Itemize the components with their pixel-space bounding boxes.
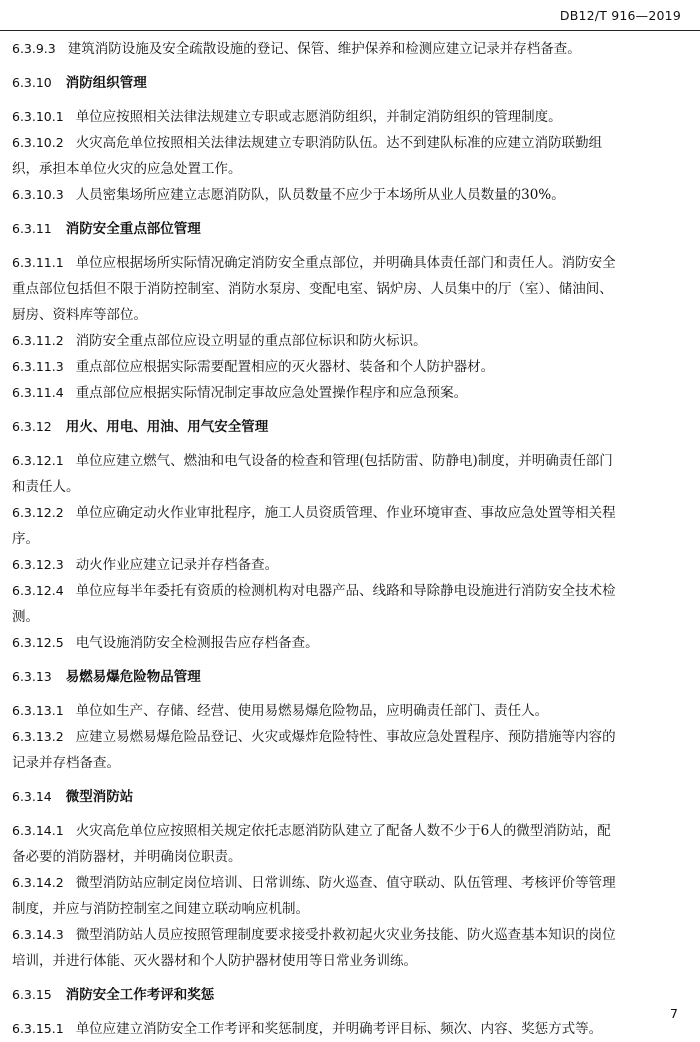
paragraph-gap xyxy=(12,776,688,784)
standard-code: DB12/T 916—2019 xyxy=(559,8,681,23)
clause-number: 6.3.14 xyxy=(12,789,52,804)
section-heading xyxy=(12,414,688,440)
header-rule xyxy=(0,30,700,31)
clause-number: 6.3.12 xyxy=(12,419,52,434)
clause-text: 单位应每半年委托有资质的检测机构对电器产品、线路和导除静电设施进行消防安全技术检 xyxy=(75,583,616,599)
clause-number: 6.3.11.3 xyxy=(12,359,64,374)
clause-text: 备必要的消防器材，并明确岗位职责。 xyxy=(12,849,242,865)
clause-line xyxy=(12,250,688,276)
paragraph-gap xyxy=(12,1008,688,1016)
clause-line xyxy=(12,818,688,844)
clause-line xyxy=(12,328,688,354)
clause-number: 6.3.12.5 xyxy=(12,635,64,650)
paragraph-gap xyxy=(12,974,688,982)
clause-text: 织，承担本单位火灾的应急处置工作。 xyxy=(12,161,242,177)
clause-text: 测。 xyxy=(12,609,39,625)
clause-text: 单位应根据场所实际情况确定消防安全重点部位，并明确具体责任部门和责任人。消防安全 xyxy=(75,255,616,271)
clause-text: 单位应建立燃气、燃油和电气设备的检查和管理(包括防雷、防静电)制度，并明确责任部门 xyxy=(75,453,613,469)
clause-text: 应建立易燃易爆危险品登记、火灾或爆炸危险特性、事故应急处置程序、预防措施等内容的 xyxy=(75,729,616,745)
clause-text: 微型消防站应制定岗位培训、日常训练、防火巡查、值守联动、队伍管理、考核评价等管理 xyxy=(75,875,616,891)
clause-text: 培训，并进行体能、灭火器材和个人防护器材使用等日常业务训练。 xyxy=(12,953,417,969)
clause-text: 序。 xyxy=(12,531,39,547)
clause-text: 微型消防站人员应按照管理制度要求接受扑救初起火灾业务技能、防火巡查基本知识的岗位 xyxy=(75,927,616,943)
clause-text: 单位应按照相关法律法规建立专职或志愿消防组织，并制定消防组织的管理制度。 xyxy=(75,109,562,125)
clause-number: 6.3.11 xyxy=(12,221,52,236)
clause-line xyxy=(12,448,688,474)
paragraph-gap xyxy=(12,208,688,216)
clause-line xyxy=(12,36,688,62)
clause-number: 6.3.10.1 xyxy=(12,109,64,124)
clause-text: 重点部位包括但不限于消防控制室、消防水泵房、变配电室、锅炉房、人员集中的厅（室）、储油间、 xyxy=(12,281,613,297)
clause-text: 单位应建立消防安全工作考评和奖惩制度，并明确考评目标、频次、内容、奖惩方式等。 xyxy=(75,1021,603,1037)
clause-line xyxy=(12,948,688,974)
document-body xyxy=(12,36,688,1042)
clause-number: 6.3.10.2 xyxy=(12,135,64,150)
clause-line xyxy=(12,302,688,328)
clause-line xyxy=(12,552,688,578)
clause-line xyxy=(12,724,688,750)
clause-line xyxy=(12,1016,688,1042)
clause-text: 厨房、资料库等部位。 xyxy=(12,307,147,323)
clause-number: 6.3.11.1 xyxy=(12,255,64,270)
section-heading xyxy=(12,982,688,1008)
clause-number: 6.3.14.1 xyxy=(12,823,64,838)
clause-line xyxy=(12,500,688,526)
heading-text: 易燃易爆危险物品管理 xyxy=(65,669,201,685)
clause-number: 6.3.14.2 xyxy=(12,875,64,890)
clause-number: 6.3.13.2 xyxy=(12,729,64,744)
paragraph-gap xyxy=(12,810,688,818)
paragraph-gap xyxy=(12,62,688,70)
clause-number: 6.3.10 xyxy=(12,75,52,90)
clause-text: 记录并存档备查。 xyxy=(12,755,120,771)
clause-line xyxy=(12,578,688,604)
clause-line xyxy=(12,104,688,130)
clause-text: 建筑消防设施及安全疏散设施的登记、保管、维护保养和检测应建立记录并存档备查。 xyxy=(67,41,581,57)
clause-text: 人员密集场所应建立志愿消防队，队员数量不应少于本场所从业人员数量的30%。 xyxy=(75,187,565,203)
clause-number: 6.3.12.3 xyxy=(12,557,64,572)
paragraph-gap xyxy=(12,242,688,250)
clause-text: 单位应确定动火作业审批程序，施工人员资质管理、作业环境审查、事故应急处置等相关程 xyxy=(75,505,616,521)
heading-text: 消防安全工作考评和奖惩 xyxy=(65,987,215,1003)
clause-text: 重点部位应根据实际需要配置相应的灭火器材、装备和个人防护器材。 xyxy=(75,359,495,375)
clause-line xyxy=(12,156,688,182)
heading-text: 用火、用电、用油、用气安全管理 xyxy=(65,419,269,435)
section-heading xyxy=(12,664,688,690)
clause-line xyxy=(12,604,688,630)
clause-line xyxy=(12,630,688,656)
section-heading xyxy=(12,784,688,810)
clause-number: 6.3.11.4 xyxy=(12,385,64,400)
clause-line xyxy=(12,526,688,552)
clause-line xyxy=(12,182,688,208)
clause-line xyxy=(12,922,688,948)
clause-number: 6.3.14.3 xyxy=(12,927,64,942)
clause-line xyxy=(12,750,688,776)
clause-line xyxy=(12,896,688,922)
heading-text: 消防安全重点部位管理 xyxy=(65,221,201,237)
clause-text: 单位如生产、存储、经营、使用易燃易爆危险物品，应明确责任部门、责任人。 xyxy=(75,703,549,719)
clause-number: 6.3.13 xyxy=(12,669,52,684)
clause-number: 6.3.15.1 xyxy=(12,1021,64,1036)
clause-text: 重点部位应根据实际情况制定事故应急处置操作程序和应急预案。 xyxy=(75,385,468,401)
clause-line xyxy=(12,380,688,406)
section-heading xyxy=(12,216,688,242)
clause-line xyxy=(12,130,688,156)
clause-number: 6.3.12.2 xyxy=(12,505,64,520)
heading-text: 微型消防站 xyxy=(65,789,134,805)
clause-line xyxy=(12,698,688,724)
clause-number: 6.3.11.2 xyxy=(12,333,64,348)
paragraph-gap xyxy=(12,96,688,104)
clause-line xyxy=(12,474,688,500)
paragraph-gap xyxy=(12,656,688,664)
clause-number: 6.3.15 xyxy=(12,987,52,1002)
page-number: 7 xyxy=(670,1006,678,1021)
clause-text: 电气设施消防安全检测报告应存档备查。 xyxy=(75,635,319,651)
clause-text: 火灾高危单位按照相关法律法规建立专职消防队伍。达不到建队标准的应建立消防联勤组 xyxy=(75,135,603,151)
clause-number: 6.3.12.4 xyxy=(12,583,64,598)
paragraph-gap xyxy=(12,440,688,448)
section-heading xyxy=(12,70,688,96)
clause-text: 火灾高危单位应按照相关规定依托志愿消防队建立了配备人数不少于6人的微型消防站，配 xyxy=(75,823,611,839)
clause-line xyxy=(12,276,688,302)
clause-line xyxy=(12,870,688,896)
clause-text: 消防安全重点部位应设立明显的重点部位标识和防火标识。 xyxy=(75,333,427,349)
clause-number: 6.3.12.1 xyxy=(12,453,64,468)
clause-number: 6.3.13.1 xyxy=(12,703,64,718)
clause-number: 6.3.10.3 xyxy=(12,187,64,202)
clause-number: 6.3.9.3 xyxy=(12,41,56,56)
paragraph-gap xyxy=(12,690,688,698)
clause-line xyxy=(12,844,688,870)
paragraph-gap xyxy=(12,406,688,414)
clause-line xyxy=(12,354,688,380)
clause-text: 和责任人。 xyxy=(12,479,80,495)
clause-text: 动火作业应建立记录并存档备查。 xyxy=(75,557,279,573)
heading-text: 消防组织管理 xyxy=(65,75,147,91)
clause-text: 制度，并应与消防控制室之间建立联动响应机制。 xyxy=(12,901,309,917)
